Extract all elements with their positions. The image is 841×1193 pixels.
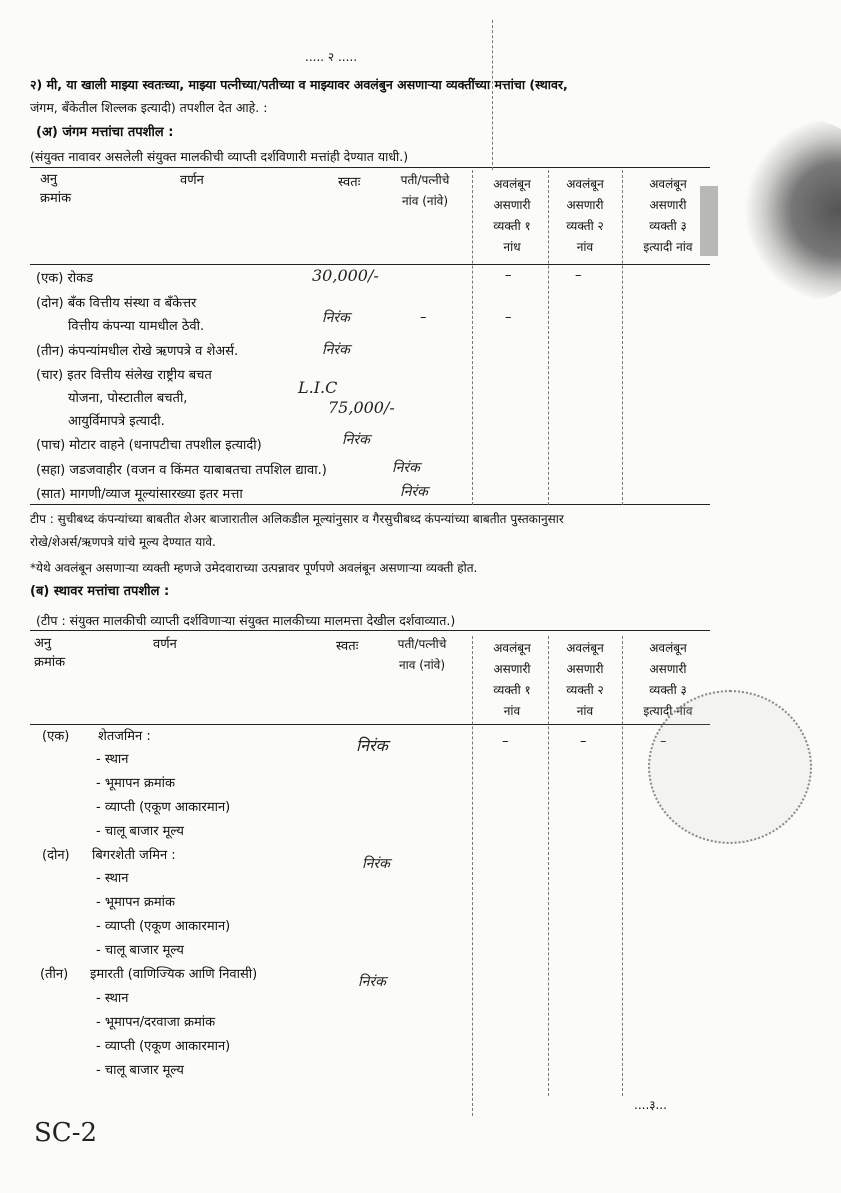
immovable-sub: - चालू बाजार मूल्य (96, 824, 184, 839)
immovable-item-value: निरंक (358, 974, 386, 990)
movable-value-shares: निरंक (322, 342, 350, 358)
immovable-sub: - व्याप्ती (एकूण आकारमान) (96, 800, 231, 815)
dash: – (505, 268, 512, 283)
immovable-sub: - स्थान (96, 871, 129, 886)
immovable-item-num: (तीन) (40, 967, 69, 982)
movable-value-savings: 75,000/- (328, 398, 395, 417)
movable-row-other: (सात) मागणी/व्याज मूल्यांसारख्या इतर मत्ता (36, 487, 243, 502)
movable-row-jewellery: (सहा) जडजवाहीर (वजन व किंमत याबाबतचा तपशिल द्यावा.) (36, 463, 327, 478)
page-number-top: ..... २ ..... (305, 50, 358, 64)
section-a-header-dep2: अवलंबून असणारी व्यक्ती २ नांव (566, 177, 604, 254)
section-a-header-spouse: पती/पत्नीचे नांव (नांवे) (400, 173, 450, 208)
movable-value-lic: L.I.C (298, 378, 338, 397)
immovable-item-value: निरंक (362, 856, 390, 872)
immovable-sub: - व्याप्ती (एकूण आकारमान) (96, 919, 231, 934)
next-page-marker: ....३... (634, 1098, 667, 1112)
seal-stamp-top (740, 120, 841, 300)
column-divider (548, 170, 549, 505)
immovable-sub: - स्थान (96, 991, 129, 1006)
immovable-item-num: (दोन) (42, 848, 70, 863)
section-b-header-self: स्वतः (336, 639, 359, 654)
section-b-header-dep1: अवलंबून असणारी व्यक्ती १ नांव (493, 641, 531, 718)
movable-value-other: निरंक (400, 484, 428, 500)
intro-line-2: जंगम, बँकेतील शिल्लक इत्यादी) तपशील देत आहे. : (30, 100, 268, 115)
seal-stamp-bottom (648, 690, 812, 844)
column-divider (622, 170, 623, 505)
section-a-header-dep3: अवलंबून असणारी व्यक्ती ३ इत्यादी नांव (643, 177, 693, 254)
immovable-sub: - स्थान (96, 752, 129, 767)
movable-row-shares: (तीन) कंपन्यांमधील रोखे ऋणपत्रे व शेअर्स. (36, 344, 239, 359)
movable-value-jewellery: निरंक (392, 460, 420, 476)
immovable-item-num: (एक) (42, 729, 70, 744)
immovable-item-title: बिगरशेती जमिन : (92, 848, 176, 863)
section-a-header-sr: अनु क्रमांक (40, 172, 72, 206)
section-b-heading: (ब) स्थावर मत्तांचा तपशील : (30, 584, 170, 599)
section-a-note: (संयुक्त नावावर असलेली संयुक्त मालकीची व्याप्ती दर्शविणारी मत्तांही देण्यात याधी.) (30, 149, 409, 164)
section-b-header-desc: वर्णन (153, 637, 177, 652)
section-a-header-self: स्वतः (338, 175, 361, 190)
immovable-sub: - चालू बाजार मूल्य (96, 943, 184, 958)
footnote-2: रोखे/शेअर्स/ऋणपत्रे यांचे मूल्य देण्यात यावे. (30, 535, 216, 549)
column-divider (472, 170, 473, 505)
immovable-sub: - भूमापन/दरवाजा क्रमांक (96, 1015, 216, 1030)
footnote-3: *येथे अवलंबून असणाऱ्या व्यक्ती म्हणजे उमेदवाराच्या उत्पन्नावर पूर्णपणे अवलंबून असणाऱ्या व्यक्ती होत. (30, 561, 478, 575)
section-b-header-spouse: पती/पत्नीचे नाव (नांवे) (397, 637, 447, 672)
immovable-sub: - भूमापन क्रमांक (96, 895, 175, 910)
movable-row-savings-line3: आयुर्विमापत्रे इत्यादी. (68, 414, 165, 429)
column-divider (548, 636, 549, 1096)
corner-mark: SC-2 (34, 1118, 98, 1148)
dash: – (420, 310, 427, 325)
movable-row-cash: (एक) रोकड (36, 271, 94, 286)
column-divider (622, 636, 623, 1096)
movable-row-bank-line2: वित्तीय कंपन्या यामधील ठेवी. (68, 319, 205, 334)
immovable-sub: - भूमापन क्रमांक (96, 776, 175, 791)
section-a-header-desc: वर्णन (180, 173, 204, 188)
movable-row-savings: (चार) इतर वित्तीय संलेख राष्ट्रीय बचत (36, 368, 212, 383)
section-a-heading: (अ) जंगम मत्तांचा तपशील : (36, 125, 174, 140)
dash: – (580, 734, 587, 749)
immovable-item-title: इमारती (वाणिज्यिक आणि निवासी) (90, 967, 258, 982)
ink-smudge (700, 186, 718, 256)
immovable-item-value: निरंक (356, 736, 388, 755)
section-b-header-dep2: अवलंबून असणारी व्यक्ती २ नांव (566, 641, 604, 718)
movable-row-vehicles: (पाच) मोटार वाहने (धनापटीचा तपशील इत्यादी) (36, 438, 262, 453)
section-b-header-dep3: अवलंबून असणारी व्यक्ती ३ इत्यादी नांव (643, 641, 693, 718)
dash: – (502, 734, 509, 749)
footnote-1: टीप : सुचीबध्द कंपन्यांच्या बाबतीत शेअर बाजारातील अलिकडील मूल्यांनुसार व गैरसुचीबध्द कंपन्यांच्या बाबतीत पुस्तकानुसार (30, 512, 564, 526)
section-a-header-dep1: अवलंबून असणारी व्यक्ती १ नांध (493, 177, 531, 254)
dash: – (575, 268, 582, 283)
immovable-sub: - चालू बाजार मूल्य (96, 1063, 184, 1078)
movable-row-bank: (दोन) बँक वित्तीय संस्था व बँकेत्तर (36, 296, 197, 311)
section-b-header-sr: अनु क्रमांक (34, 636, 66, 670)
column-divider (472, 636, 473, 1116)
movable-value-bank: निरंक (322, 310, 350, 326)
dash: – (660, 734, 667, 749)
column-divider (492, 20, 493, 170)
section-b-note: (टीप : संयुक्त मालकीची व्याप्ती दर्शविणाऱ्या संयुक्त मालकीच्या मालमत्ता देखील दर्शवाव्यात.) (36, 613, 456, 628)
movable-value-cash: 30,000/- (312, 266, 379, 285)
immovable-sub: - व्याप्ती (एकूण आकारमान) (96, 1039, 231, 1054)
immovable-item-title: शेतजमिन : (98, 729, 151, 744)
dash: – (505, 310, 512, 325)
movable-value-vehicles: निरंक (342, 432, 370, 448)
movable-row-savings-line2: योजना, पोस्टातील बचती, (68, 391, 188, 406)
intro-line-1: २) मी, या खाली माझ्या स्वतःच्या, माझ्या पत्नीच्या/पतीच्या व माझ्यावर अवलंबुन असणाऱ्या व्यक्तींच्या मत्तांचा (स्थावर, (30, 77, 568, 92)
